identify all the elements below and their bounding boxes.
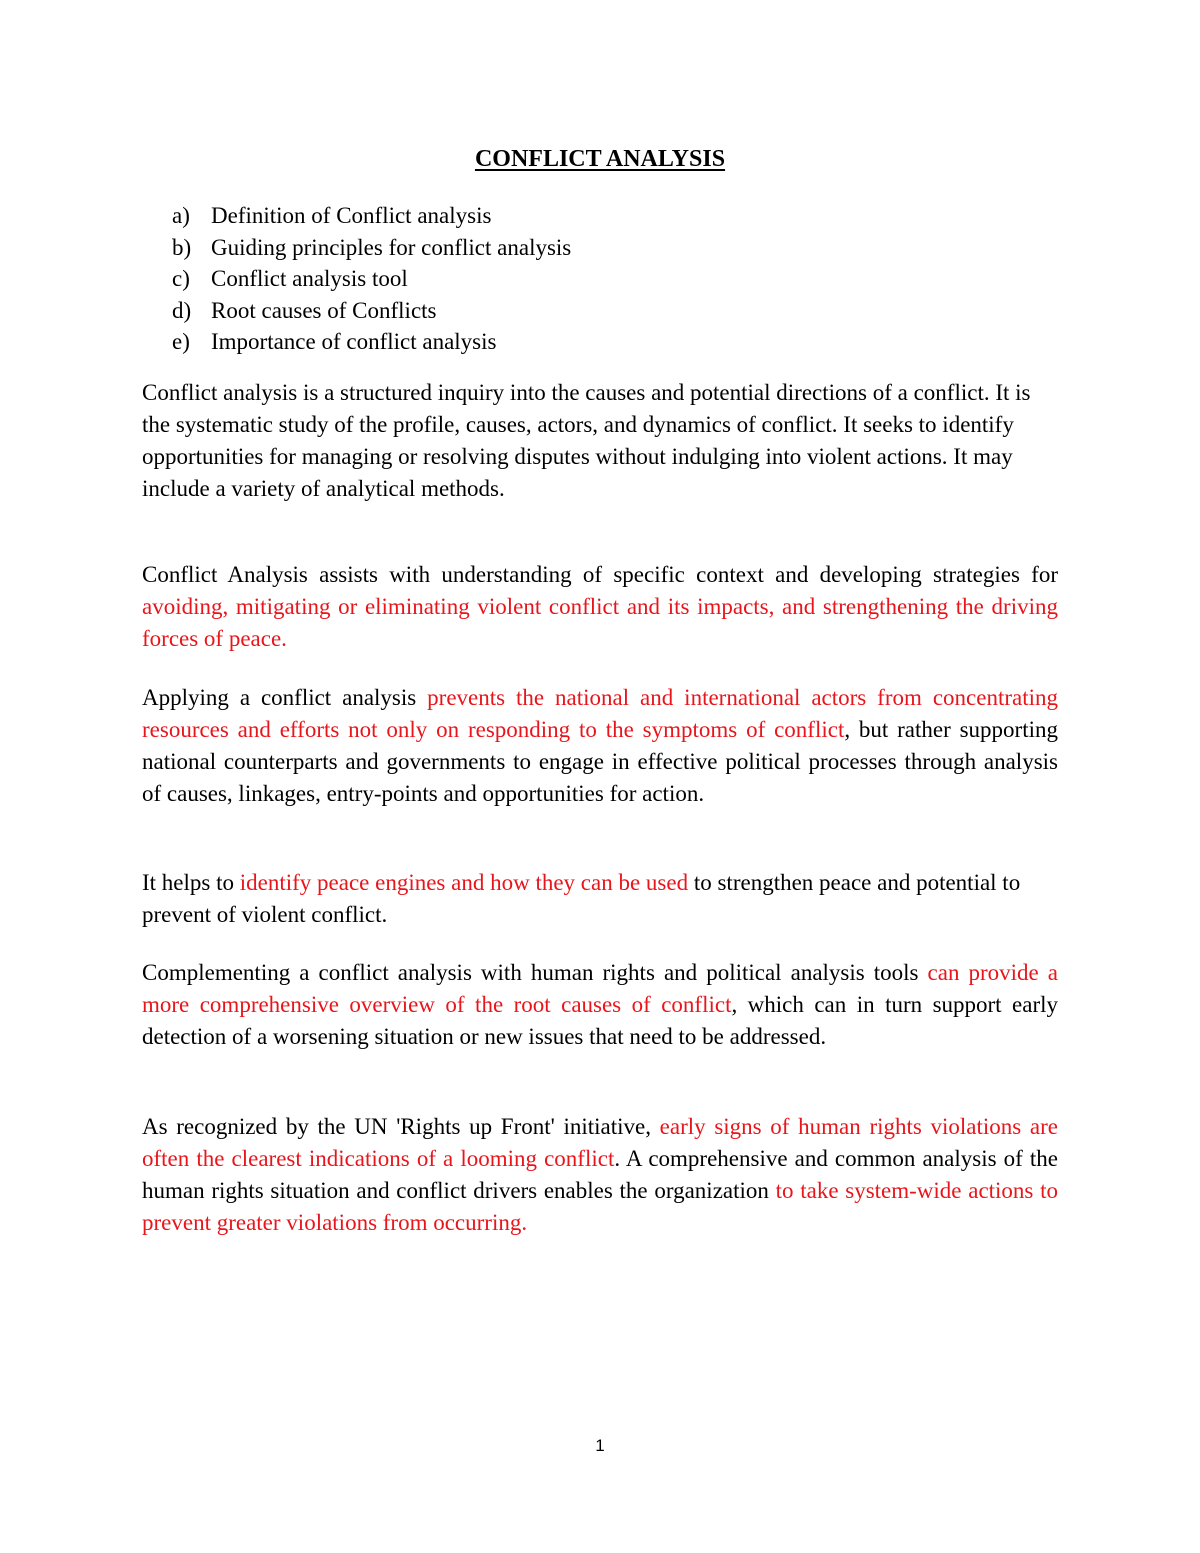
- paragraph-text: Conflict analysis is a structured inquiry into the causes and potential directions of a conflict. It is the systematic study of the profile, causes, actors, and dynamics of conflict. It seeks to identify opportunities for managing or resolving disputes without indulging into violent actions. It may include a variety of analytical methods.: [142, 380, 1031, 501]
- page-number: 1: [595, 1436, 605, 1455]
- paragraph-peace-engines: [142, 867, 1058, 931]
- list-item: [172, 200, 571, 232]
- highlighted-text: identify peace engines and how they can be used: [239, 870, 689, 895]
- topics-list: [172, 200, 571, 358]
- paragraph-text: Applying a conflict analysis: [142, 685, 428, 710]
- paragraph-assists: [142, 559, 1058, 655]
- list-item: [172, 326, 571, 358]
- list-item-text: Importance of conflict analysis: [211, 329, 497, 354]
- list-item-letter: e): [172, 329, 190, 354]
- highlighted-text: prevents the national and international actors from concentrating resources and efforts not only on responding to the symptoms of conflict: [142, 685, 1058, 742]
- list-item-letter: a): [172, 203, 190, 228]
- paragraph-text: to strengthen peace and potential to prevent of violent conflict.: [142, 870, 1021, 927]
- highlighted-text: can provide a more comprehensive overview of the root causes of conflict: [142, 960, 1059, 1017]
- highlighted-text: early signs of human rights violations are often the clearest indications of a looming conflict: [142, 1114, 1058, 1171]
- list-item: [172, 295, 571, 327]
- list-item-letter: c): [172, 266, 190, 291]
- paragraph-text: , but rather supporting national counterparts and governments to engage in effective political processes through analysis of causes, linkages, entry-points and opportunities for action.: [142, 717, 1058, 806]
- page-title: [0, 144, 1200, 174]
- list-item-text: Guiding principles for conflict analysis: [211, 234, 572, 260]
- list-item-text: Conflict analysis tool: [211, 266, 408, 291]
- highlighted-text: avoiding, mitigating or eliminating violent conflict and its impacts, and strengthening the driving forces of peace.: [142, 594, 1058, 651]
- paragraph-definition: [142, 377, 1058, 505]
- paragraph-text: . A comprehensive and common analysis of the human rights situation and conflict drivers enables the organization: [142, 1146, 1058, 1203]
- list-item-letter: b): [172, 234, 192, 260]
- page-title-text: CONFLICT ANALYSIS: [474, 146, 726, 172]
- highlighted-text: to take system-wide actions to prevent greater violations from occurring.: [142, 1178, 1058, 1235]
- list-item: [172, 263, 571, 295]
- paragraph-rights-up-front: [142, 1111, 1058, 1239]
- paragraph-complementing: [142, 957, 1058, 1053]
- list-item-letter: d): [172, 297, 192, 323]
- paragraph-applying: [142, 682, 1058, 810]
- paragraph-text: It helps to: [142, 870, 240, 895]
- paragraph-text: Conflict Analysis assists with understanding of specific context and developing strategies for: [142, 562, 1058, 587]
- list-item-text: Root causes of Conflicts: [211, 297, 437, 323]
- list-item: [172, 232, 571, 264]
- paragraph-text: As recognized by the UN 'Rights up Front' initiative,: [142, 1114, 660, 1139]
- list-item-text: Definition of Conflict analysis: [211, 203, 492, 228]
- paragraph-text: Complementing a conflict analysis with human rights and political analysis tools: [142, 960, 928, 985]
- paragraph-text: , which can in turn support early detection of a worsening situation or new issues that need to be addressed.: [142, 992, 1058, 1049]
